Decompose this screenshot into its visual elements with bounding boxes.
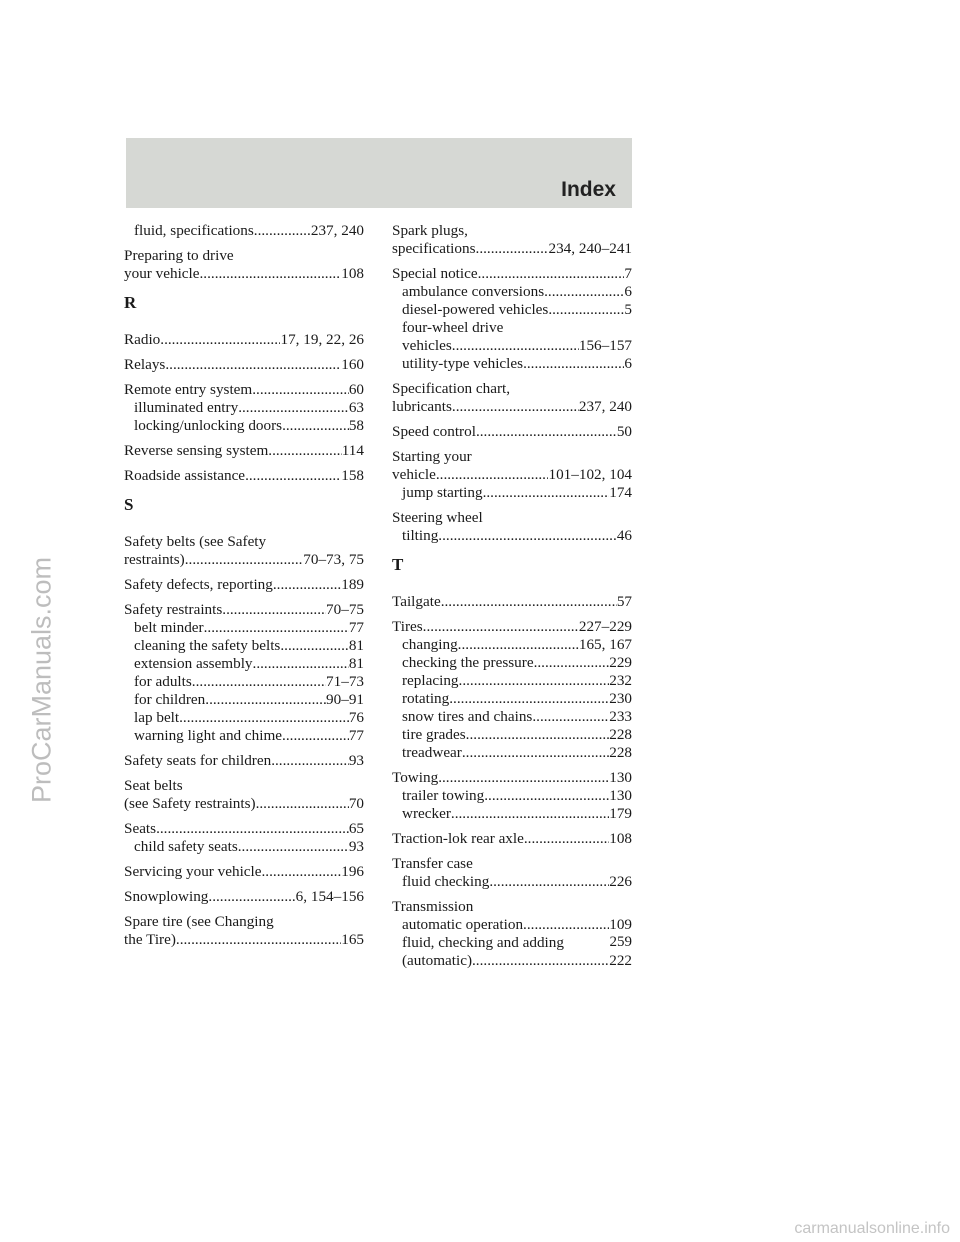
entry-term: Snowplowing <box>124 888 209 905</box>
entry-term: rotating <box>402 690 450 707</box>
page-reference: 93 <box>348 838 364 855</box>
entry-term: Spark plugs, <box>392 222 468 239</box>
side-watermark-text: ProCarManuals.com <box>26 556 57 804</box>
page-reference: 174 <box>609 484 632 501</box>
page-reference: 179 <box>609 805 632 822</box>
entry-term: Seat belts <box>124 777 183 794</box>
page-reference: 237, 240 <box>310 222 364 239</box>
index-line <box>124 467 364 485</box>
page-reference: 165 <box>341 931 364 948</box>
index-subentry <box>392 690 632 708</box>
page-reference: 81 <box>348 655 364 672</box>
index-subentry <box>392 805 632 823</box>
entry-term: illuminated entry <box>134 399 239 416</box>
index-line <box>392 222 632 240</box>
index-subentry <box>124 619 364 637</box>
dot-leader <box>532 708 609 726</box>
index-line <box>124 265 364 283</box>
page-reference: 237, 240 <box>578 398 632 415</box>
dot-leader <box>179 709 349 727</box>
entry-term: checking the pressure <box>402 654 534 671</box>
index-line <box>392 265 632 283</box>
index-subentry <box>124 637 364 655</box>
index-line <box>124 863 364 881</box>
index-entry <box>392 222 632 258</box>
page-reference: 228 <box>609 726 632 743</box>
entry-term: Safety restraints <box>124 601 223 618</box>
page-reference: 6 <box>624 283 632 300</box>
index-subentry <box>392 636 632 654</box>
index-entry <box>392 448 632 502</box>
page-reference: 130 <box>609 769 632 786</box>
entry-term: tire grades <box>402 726 466 743</box>
index-entry <box>392 593 632 611</box>
index-line <box>392 898 632 916</box>
index-subentry <box>124 399 364 417</box>
page-reference: 50 <box>616 423 632 440</box>
dot-leader <box>268 442 342 460</box>
page-reference: 5 <box>624 301 632 318</box>
index-subentry <box>392 916 632 934</box>
header-band <box>126 138 632 208</box>
index-column-left <box>124 222 364 956</box>
dot-leader <box>483 484 610 502</box>
index-subentry <box>392 952 632 970</box>
index-line <box>124 888 364 906</box>
index-entry <box>392 769 632 823</box>
index-line <box>392 466 632 484</box>
dot-leader <box>204 619 349 637</box>
page-reference: 130 <box>609 787 632 804</box>
index-line <box>392 448 632 466</box>
page-reference: 93 <box>348 752 364 769</box>
index-entry <box>124 752 364 770</box>
index-entry <box>392 509 632 545</box>
page-reference: 158 <box>341 467 364 484</box>
entry-term: vehicle <box>392 466 436 483</box>
index-entry <box>392 265 632 373</box>
dot-leader <box>192 673 326 691</box>
index-subentry <box>124 417 364 435</box>
dot-leader <box>160 331 280 349</box>
index-entry <box>124 247 364 283</box>
page-reference: 71–73 <box>326 673 364 690</box>
entry-term: utility-type vehicles <box>402 355 524 372</box>
entry-term: lubricants <box>392 398 452 415</box>
entry-term: Traction-lok rear axle <box>392 830 524 847</box>
index-line <box>392 618 632 636</box>
section-letter: S <box>124 495 134 514</box>
dot-leader <box>524 830 609 848</box>
entry-term: Reverse sensing system <box>124 442 269 459</box>
index-entry <box>124 222 364 240</box>
entry-term: fluid, checking and adding <box>402 934 564 951</box>
page-reference: 228 <box>609 744 632 761</box>
dot-leader <box>423 618 579 636</box>
entry-term: automatic operation <box>402 916 524 933</box>
bottom-watermark: carmanualsonline.info <box>794 1220 950 1237</box>
page-reference: 70 <box>348 795 364 812</box>
page-reference: 90–91 <box>326 691 364 708</box>
entry-term: lap belt <box>134 709 180 726</box>
entry-term: Seats <box>124 820 157 837</box>
page-reference: 58 <box>348 417 364 434</box>
dot-leader <box>489 873 609 891</box>
page-reference: 77 <box>348 727 364 744</box>
entry-term: trailer towing <box>402 787 485 804</box>
entry-term: replacing <box>402 672 459 689</box>
entry-term: for children <box>134 691 206 708</box>
dot-leader <box>534 654 610 672</box>
index-entry <box>392 380 632 416</box>
dot-leader <box>176 931 341 949</box>
entry-term: Safety defects, reporting <box>124 576 273 593</box>
index-line <box>124 795 364 813</box>
dot-leader <box>436 466 549 484</box>
entry-term: specifications <box>392 240 476 257</box>
entry-term: warning light and chime <box>134 727 283 744</box>
index-line <box>124 533 364 551</box>
index-entry <box>124 533 364 569</box>
page-reference: 233 <box>609 708 632 725</box>
page-reference: 7 <box>624 265 632 282</box>
index-line <box>124 601 364 619</box>
index-subentry <box>392 672 632 690</box>
page-title: Index <box>561 178 616 201</box>
index-subentry <box>392 654 632 672</box>
entry-term: wrecker <box>402 805 451 822</box>
page-reference: 229 <box>609 654 632 671</box>
page-reference: 234, 240–241 <box>548 240 632 257</box>
page-reference: 60 <box>348 381 364 398</box>
entry-term: ambulance conversions <box>402 283 545 300</box>
index-subentry <box>392 283 632 301</box>
dot-leader <box>544 283 624 301</box>
index-entry <box>124 442 364 460</box>
index-entry <box>124 820 364 856</box>
dot-leader <box>273 576 341 594</box>
index-column-right <box>392 222 632 977</box>
entry-term: treadwear <box>402 744 462 761</box>
index-subentry <box>392 301 632 319</box>
index-subentry <box>392 744 632 762</box>
page-reference: 189 <box>341 576 364 593</box>
dot-leader <box>472 952 609 970</box>
page-reference: 230 <box>609 690 632 707</box>
dot-leader <box>282 727 349 745</box>
index-entry <box>124 331 364 349</box>
dot-leader <box>238 838 349 856</box>
entry-term: the Tire) <box>124 931 176 948</box>
index-line <box>392 855 632 873</box>
index-line <box>392 769 632 787</box>
index-line <box>124 247 364 265</box>
dot-leader <box>256 795 349 813</box>
index-entry <box>124 467 364 485</box>
index-entry <box>124 863 364 881</box>
page-reference: 156–157 <box>578 337 632 354</box>
dot-leader <box>271 752 349 770</box>
page-reference: 108 <box>609 830 632 847</box>
dot-leader <box>459 672 610 690</box>
page-reference: 165, 167 <box>578 636 632 653</box>
page-reference: 6, 154–156 <box>295 888 364 905</box>
dot-leader <box>208 888 295 906</box>
section-letter: R <box>124 293 137 312</box>
dot-leader <box>205 691 326 709</box>
dot-leader <box>253 655 349 673</box>
page-reference: 227–229 <box>578 618 632 635</box>
index-subentry <box>392 337 632 355</box>
index-entry <box>124 888 364 906</box>
entry-term: Servicing your vehicle <box>124 863 262 880</box>
entry-term: jump starting <box>402 484 483 501</box>
index-subentry <box>392 484 632 502</box>
page-reference: 232 <box>609 672 632 689</box>
index-line <box>124 931 364 949</box>
page-reference: 222 <box>609 952 632 969</box>
page-reference: 160 <box>341 356 364 373</box>
index-entry <box>392 855 632 891</box>
entry-term: locking/unlocking doors <box>134 417 283 434</box>
page-reference: 109 <box>609 916 632 933</box>
index-line <box>124 576 364 594</box>
entry-term: vehicles <box>402 337 452 354</box>
page-reference: 81 <box>348 637 364 654</box>
entry-term: Transfer case <box>392 855 473 872</box>
dot-leader <box>282 417 349 435</box>
dot-leader <box>484 787 609 805</box>
page-reference: 57 <box>616 593 632 610</box>
dot-leader <box>438 769 609 787</box>
index-line <box>392 830 632 848</box>
entry-term: Speed control <box>392 423 476 440</box>
index-subentry <box>124 709 364 727</box>
index-subentry <box>124 691 364 709</box>
entry-term: restraints) <box>124 551 185 568</box>
entry-term: Safety belts (see Safety <box>124 533 267 550</box>
entry-term: Special notice <box>392 265 478 282</box>
entry-term: Transmission <box>392 898 474 915</box>
entry-term: (automatic) <box>402 952 472 969</box>
entry-term: four-wheel drive <box>402 319 504 336</box>
index-line <box>124 913 364 931</box>
dot-leader <box>254 222 311 240</box>
entry-term: extension assembly <box>134 655 253 672</box>
index-line <box>392 509 632 527</box>
page-number: 259 <box>609 934 632 950</box>
entry-term: Specification chart, <box>392 380 511 397</box>
entry-term: diesel-powered vehicles <box>402 301 549 318</box>
index-line <box>124 820 364 838</box>
page-reference: 46 <box>616 527 632 544</box>
entry-term: Tires <box>392 618 423 635</box>
dot-leader <box>458 636 579 654</box>
index-line <box>124 381 364 399</box>
dot-leader <box>452 398 579 416</box>
index-line <box>124 777 364 795</box>
entry-term: snow tires and chains <box>402 708 533 725</box>
dot-leader <box>476 240 549 258</box>
dot-leader <box>451 805 609 823</box>
dot-leader <box>252 381 349 399</box>
entry-term: cleaning the safety belts <box>134 637 281 654</box>
index-entry <box>124 601 364 745</box>
entry-term: (see Safety restraints) <box>124 795 256 812</box>
index-line <box>124 551 364 569</box>
page-reference: 108 <box>341 265 364 282</box>
index-line <box>124 331 364 349</box>
index-subentry <box>124 838 364 856</box>
page-reference: 196 <box>341 863 364 880</box>
entry-term: for adults <box>134 673 192 690</box>
dot-leader <box>523 916 609 934</box>
index-subentry <box>392 708 632 726</box>
dot-leader <box>238 399 349 417</box>
index-subentry <box>392 319 632 337</box>
index-entry <box>124 576 364 594</box>
side-watermark <box>0 0 60 1242</box>
page-reference: 6 <box>624 355 632 372</box>
dot-leader <box>466 726 610 744</box>
index-line <box>392 380 632 398</box>
index-line <box>392 240 632 258</box>
index-entry <box>124 913 364 949</box>
entry-term: Relays <box>124 356 166 373</box>
index-subentry <box>124 655 364 673</box>
page-reference: 17, 19, 22, 26 <box>280 331 364 348</box>
page-reference: 77 <box>348 619 364 636</box>
entry-term: Spare tire (see Changing <box>124 913 274 930</box>
page-reference: 76 <box>348 709 364 726</box>
entry-term: Roadside assistance <box>124 467 246 484</box>
entry-term: fluid, specifications <box>134 222 254 239</box>
page-reference: 65 <box>348 820 364 837</box>
entry-term: Remote entry system <box>124 381 253 398</box>
index-subentry <box>124 673 364 691</box>
entry-term: fluid checking <box>402 873 490 890</box>
index-line <box>392 423 632 441</box>
page-reference: 114 <box>341 442 364 459</box>
dot-leader <box>156 820 349 838</box>
entry-term: Safety seats for children <box>124 752 272 769</box>
entry-term: your vehicle <box>124 265 200 282</box>
dot-leader <box>462 744 609 762</box>
dot-leader <box>280 637 348 655</box>
dot-leader <box>185 551 304 569</box>
index-subentry <box>392 873 632 891</box>
page-reference: 70–73, 75 <box>303 551 364 568</box>
index-line <box>392 593 632 611</box>
entry-term: Towing <box>392 769 439 786</box>
entry-term: Tailgate <box>392 593 441 610</box>
index-line <box>124 442 364 460</box>
index-entry <box>392 618 632 762</box>
dot-leader <box>438 527 617 545</box>
index-entry <box>124 356 364 374</box>
entry-term: child safety seats <box>134 838 238 855</box>
index-entry <box>392 830 632 848</box>
entry-term: Starting your <box>392 448 472 465</box>
entry-term: tilting <box>402 527 439 544</box>
dot-leader <box>478 265 625 283</box>
index-subentry <box>392 787 632 805</box>
index-line <box>124 356 364 374</box>
dot-leader <box>476 423 617 441</box>
dot-leader <box>523 355 624 373</box>
entry-term: Radio <box>124 331 161 348</box>
dot-leader <box>441 593 617 611</box>
index-subentry <box>124 222 364 240</box>
dot-leader <box>245 467 341 485</box>
entry-term: changing <box>402 636 458 653</box>
section-letter: T <box>392 555 404 574</box>
dot-leader <box>548 301 624 319</box>
dot-leader <box>262 863 342 881</box>
index-entry <box>124 777 364 813</box>
index-entry <box>392 423 632 441</box>
entry-term: belt minder <box>134 619 204 636</box>
dot-leader <box>222 601 326 619</box>
index-subentry <box>392 527 632 545</box>
index-line <box>124 752 364 770</box>
entry-term: Steering wheel <box>392 509 483 526</box>
entry-term: Preparing to drive <box>124 247 234 264</box>
dot-leader <box>452 337 579 355</box>
dot-leader <box>200 265 342 283</box>
index-subentry <box>124 727 364 745</box>
page-reference: 101–102, 104 <box>548 466 632 483</box>
page-reference: 63 <box>348 399 364 416</box>
index-entry <box>124 381 364 435</box>
page-reference: 70–75 <box>326 601 364 618</box>
index-subentry <box>392 726 632 744</box>
page-reference: 226 <box>609 873 632 890</box>
dot-leader <box>165 356 341 374</box>
index-line <box>392 398 632 416</box>
dot-leader <box>449 690 609 708</box>
index-subentry <box>392 355 632 373</box>
